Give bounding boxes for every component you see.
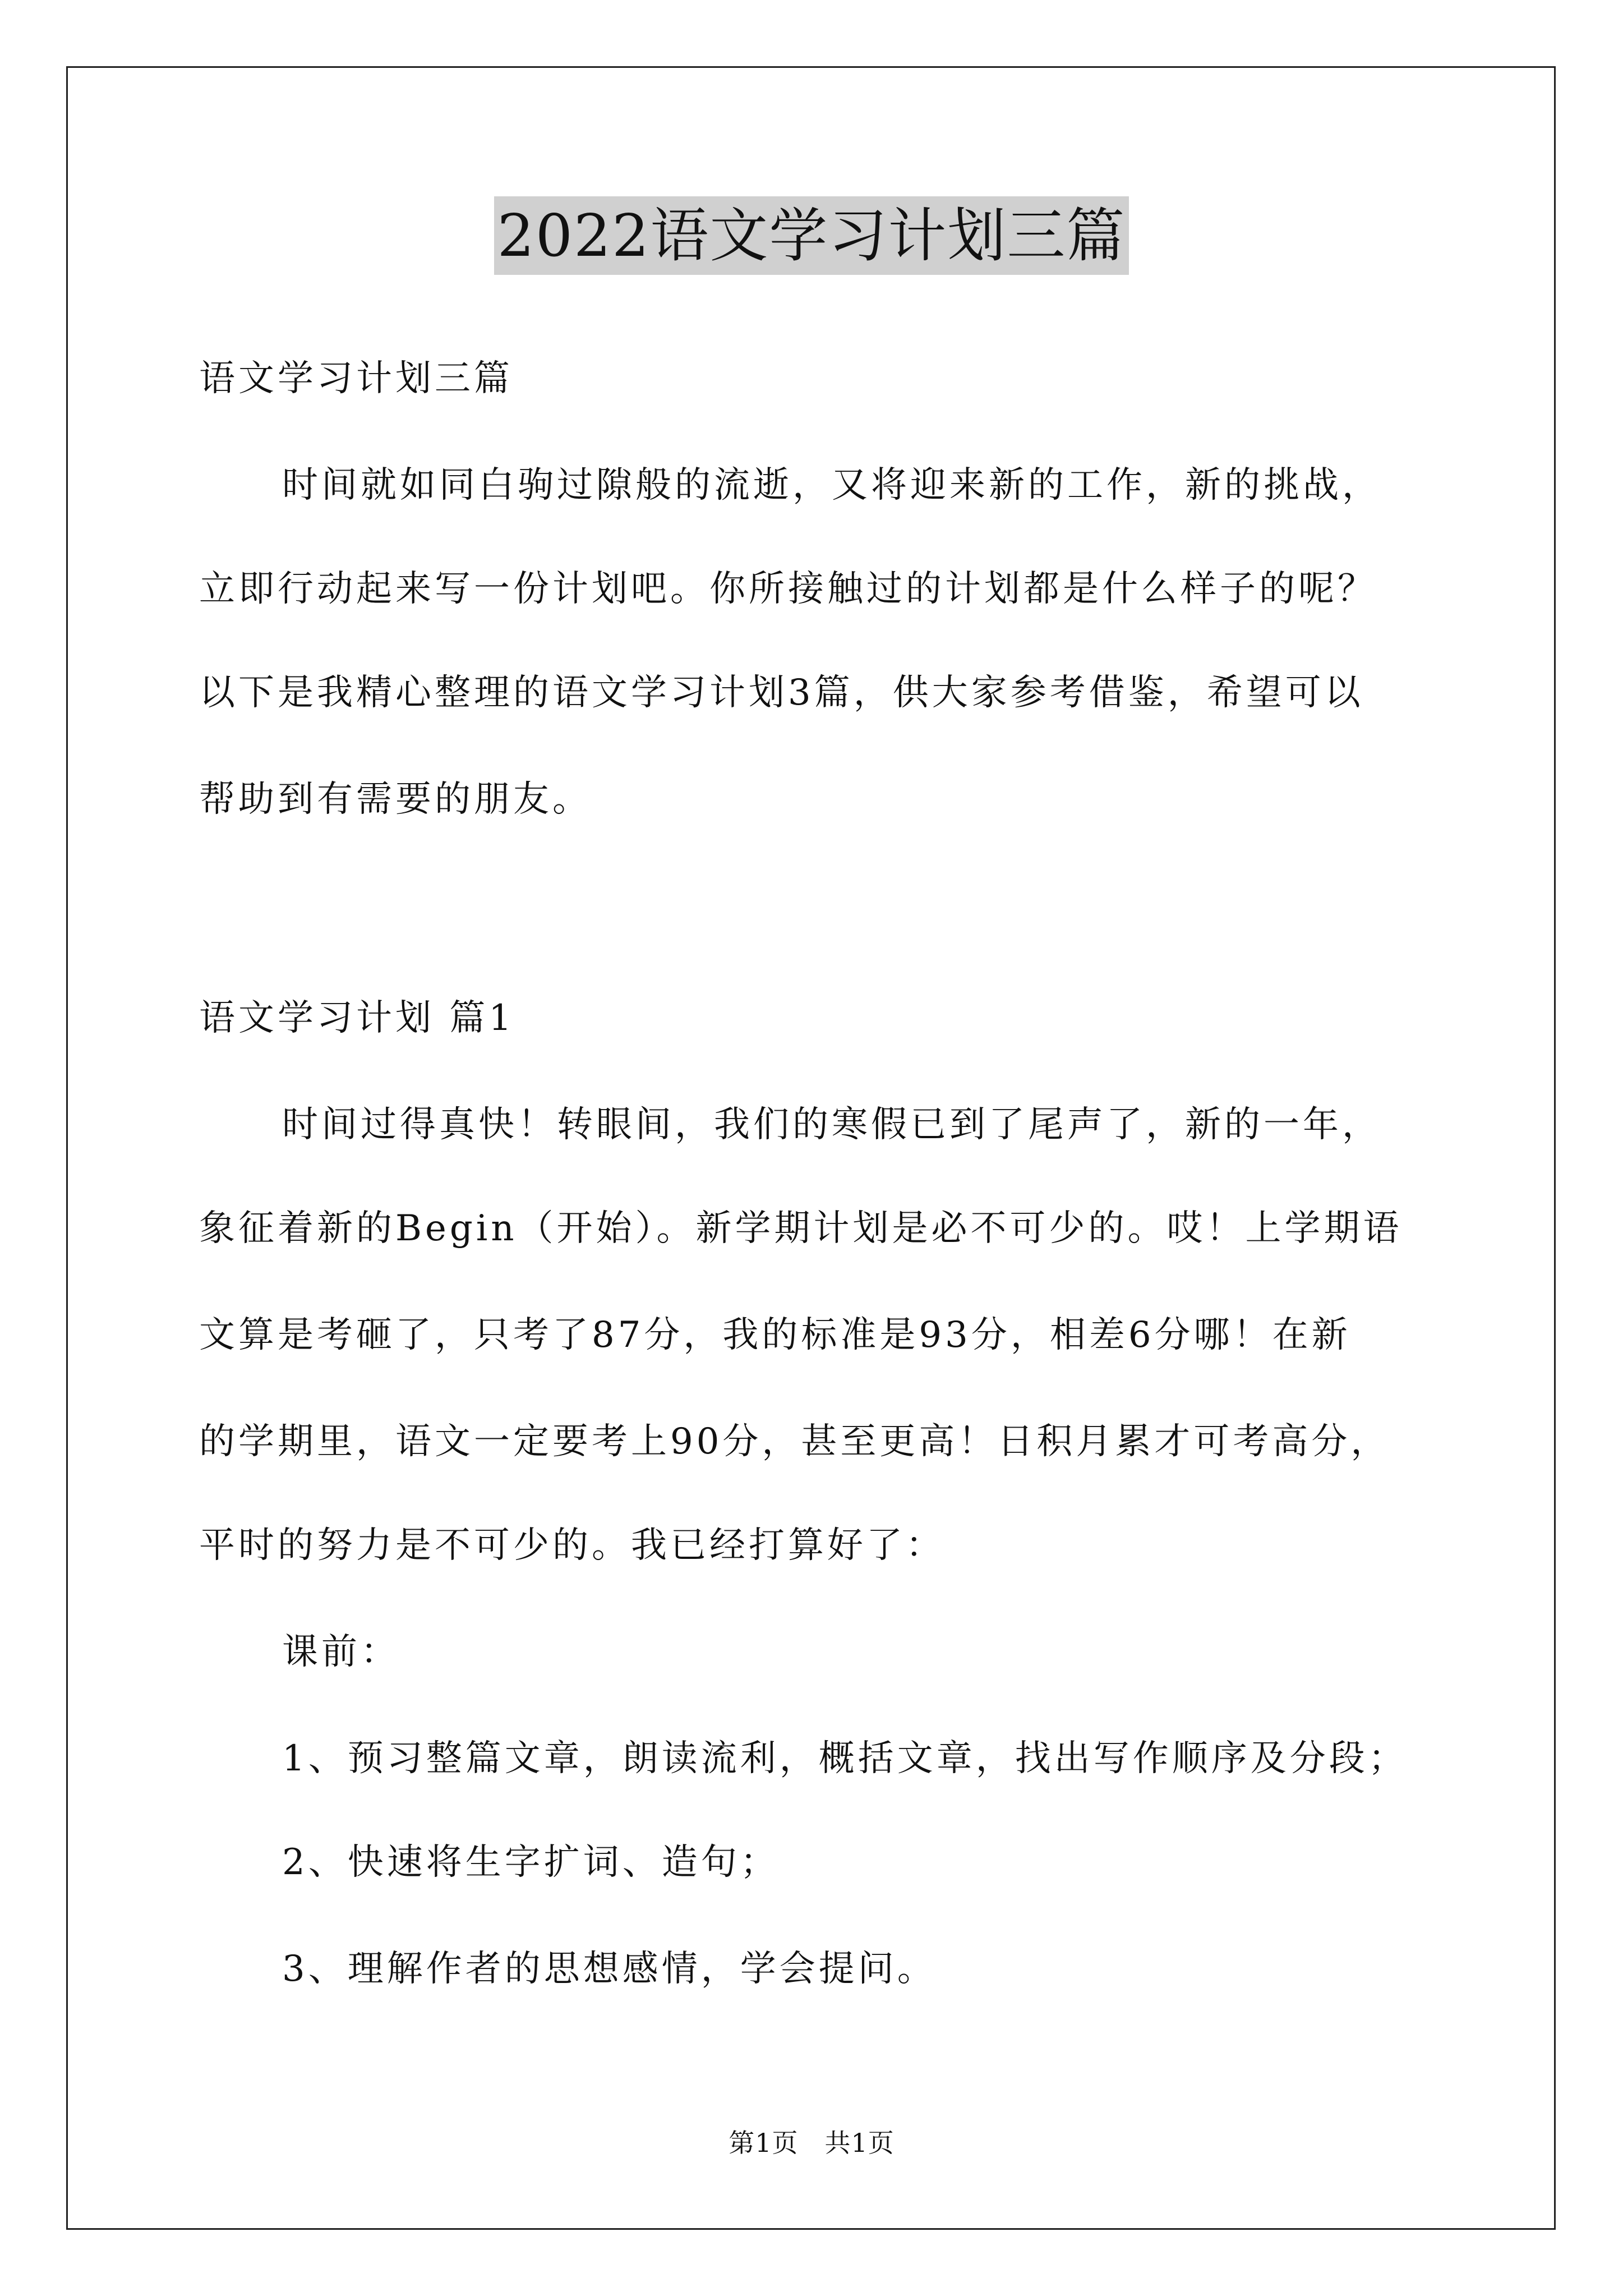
body-line-4: 的学期里，语文一定要考上90分，甚至更高！日积月累才可考高分， xyxy=(199,1421,1390,1462)
section-heading: 语文学习计划 篇1 xyxy=(199,997,515,1039)
before-class-label: 课前： xyxy=(282,1631,400,1673)
intro-line-4: 帮助到有需要的朋友。 xyxy=(199,779,592,820)
subtitle: 语文学习计划三篇 xyxy=(199,358,513,399)
document-title: 2022语文学习计划三篇 xyxy=(494,196,1129,275)
body-line-5: 平时的努力是不可少的。我已经打算好了： xyxy=(199,1525,945,1566)
body-line-2: 象征着新的Begin（开始）。新学期计划是必不可少的。哎！上学期语 xyxy=(199,1208,1403,1249)
list-item: 2、快速将生字扩词、造句； xyxy=(282,1842,780,1883)
intro-line-2: 立即行动起来写一份计划吧。你所接触过的计划都是什么样子的呢？ xyxy=(199,568,1377,610)
list-item: 3、理解作者的思想感情，学会提问。 xyxy=(282,1948,937,1990)
body-line-1: 时间过得真快！转眼间，我们的寒假已到了尾声了，新的一年， xyxy=(282,1104,1381,1145)
body-line-3: 文算是考砸了，只考了87分，我的标准是93分，相差6分哪！在新 xyxy=(199,1314,1351,1356)
intro-line-3: 以下是我精心整理的语文学习计划3篇，供大家参考借鉴，希望可以 xyxy=(199,672,1364,714)
title-container xyxy=(0,196,1623,275)
intro-line-1: 时间就如同白驹过隙般的流逝，又将迎来新的工作，新的挑战， xyxy=(282,464,1381,506)
page-footer: 第1页 共1页 xyxy=(728,2128,895,2158)
list-item: 1、预习整篇文章，朗读流利，概括文章，找出写作顺序及分段； xyxy=(282,1738,1408,1779)
